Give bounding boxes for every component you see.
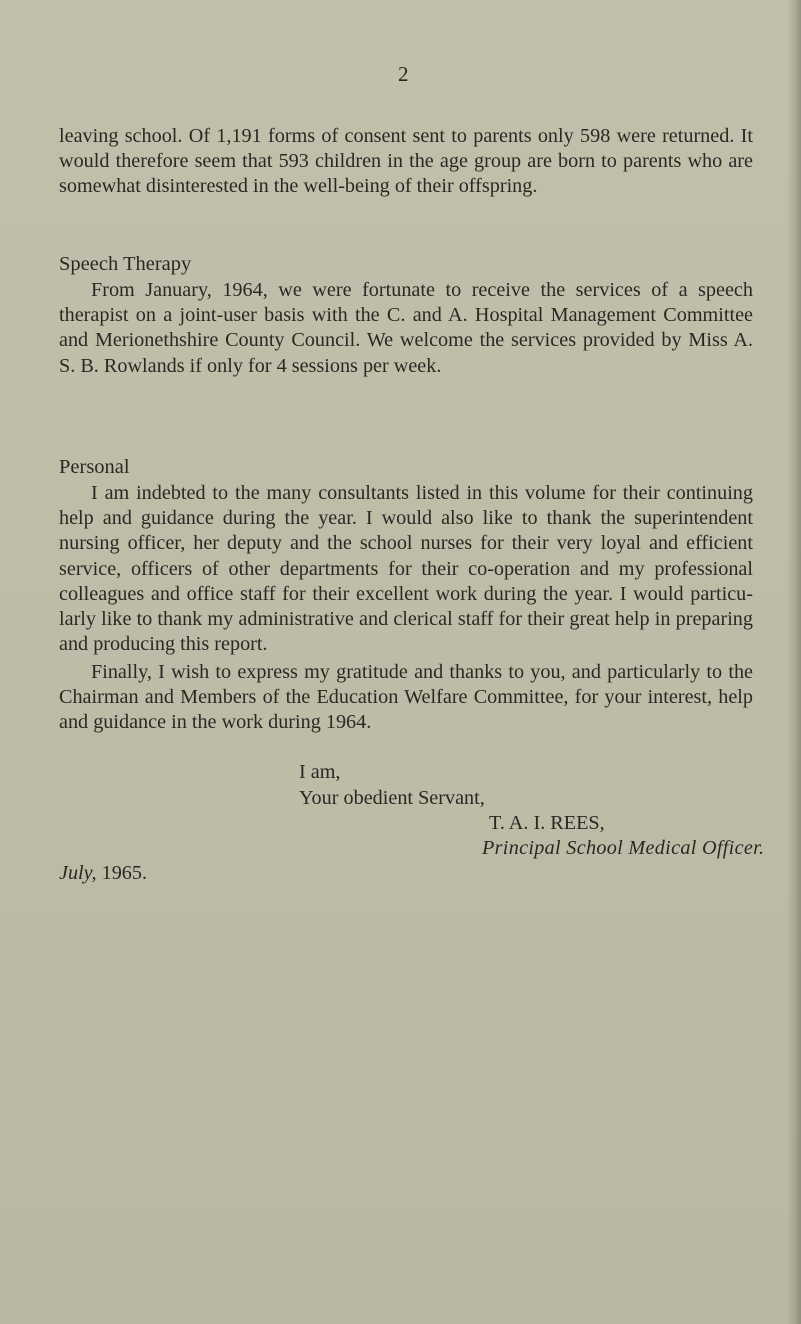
paragraph-final-thanks: Finally, I wish to express my gratitude and thanks to you, and particularly to the Chairman and Members of the Education Welfare Committee, for your interest, help and guidance in the work during 1964. — [59, 661, 753, 734]
signatory-name: T. A. I. REES, — [489, 812, 605, 834]
letter-date — [59, 862, 147, 885]
date-month: July, — [59, 862, 97, 884]
closing-i-am: I am, — [299, 761, 341, 783]
paragraph-consent-forms: leaving school. Of 1,191 forms of consent sent to parents only 598 were returned. It would therefore seem that 593 children in the age group are born to parents who are somewhat disinterested in the well-being of their offspring. — [59, 125, 753, 198]
closing-servant: Your obedient Servant, — [299, 787, 485, 809]
heading-personal: Personal — [59, 456, 130, 478]
paragraph-personal-thanks: I am indebted to the many consultants listed in this volume for their continuing help and guidance during the year. I would also like to thank the superintendent nursing officer, her deputy and the school nurses for their very loyal and efficient service, officers of other departments for their co-operation and my professional colleagues and office staff for their excellent work during the year. I would particu-larly like to thank my administrative and clerical staff for their great help in preparing and producing this report. — [59, 482, 753, 656]
page-number: 2 — [398, 62, 409, 86]
paragraph-speech-therapy: From January, 1964, we were fortunate to receive the services of a speech therapist on a joint-user basis with the C. and A. Hospital Management Committee and Merionethshire County Council. We welcome the services provided by Miss A. S. B. Rowlands if only for 4 sessions per week. — [59, 279, 753, 377]
page-edge-shadow — [787, 0, 801, 1324]
signatory-title: Principal School Medical Officer. — [482, 837, 765, 859]
date-year: 1965. — [101, 862, 148, 884]
heading-speech-therapy: Speech Therapy — [59, 253, 192, 275]
